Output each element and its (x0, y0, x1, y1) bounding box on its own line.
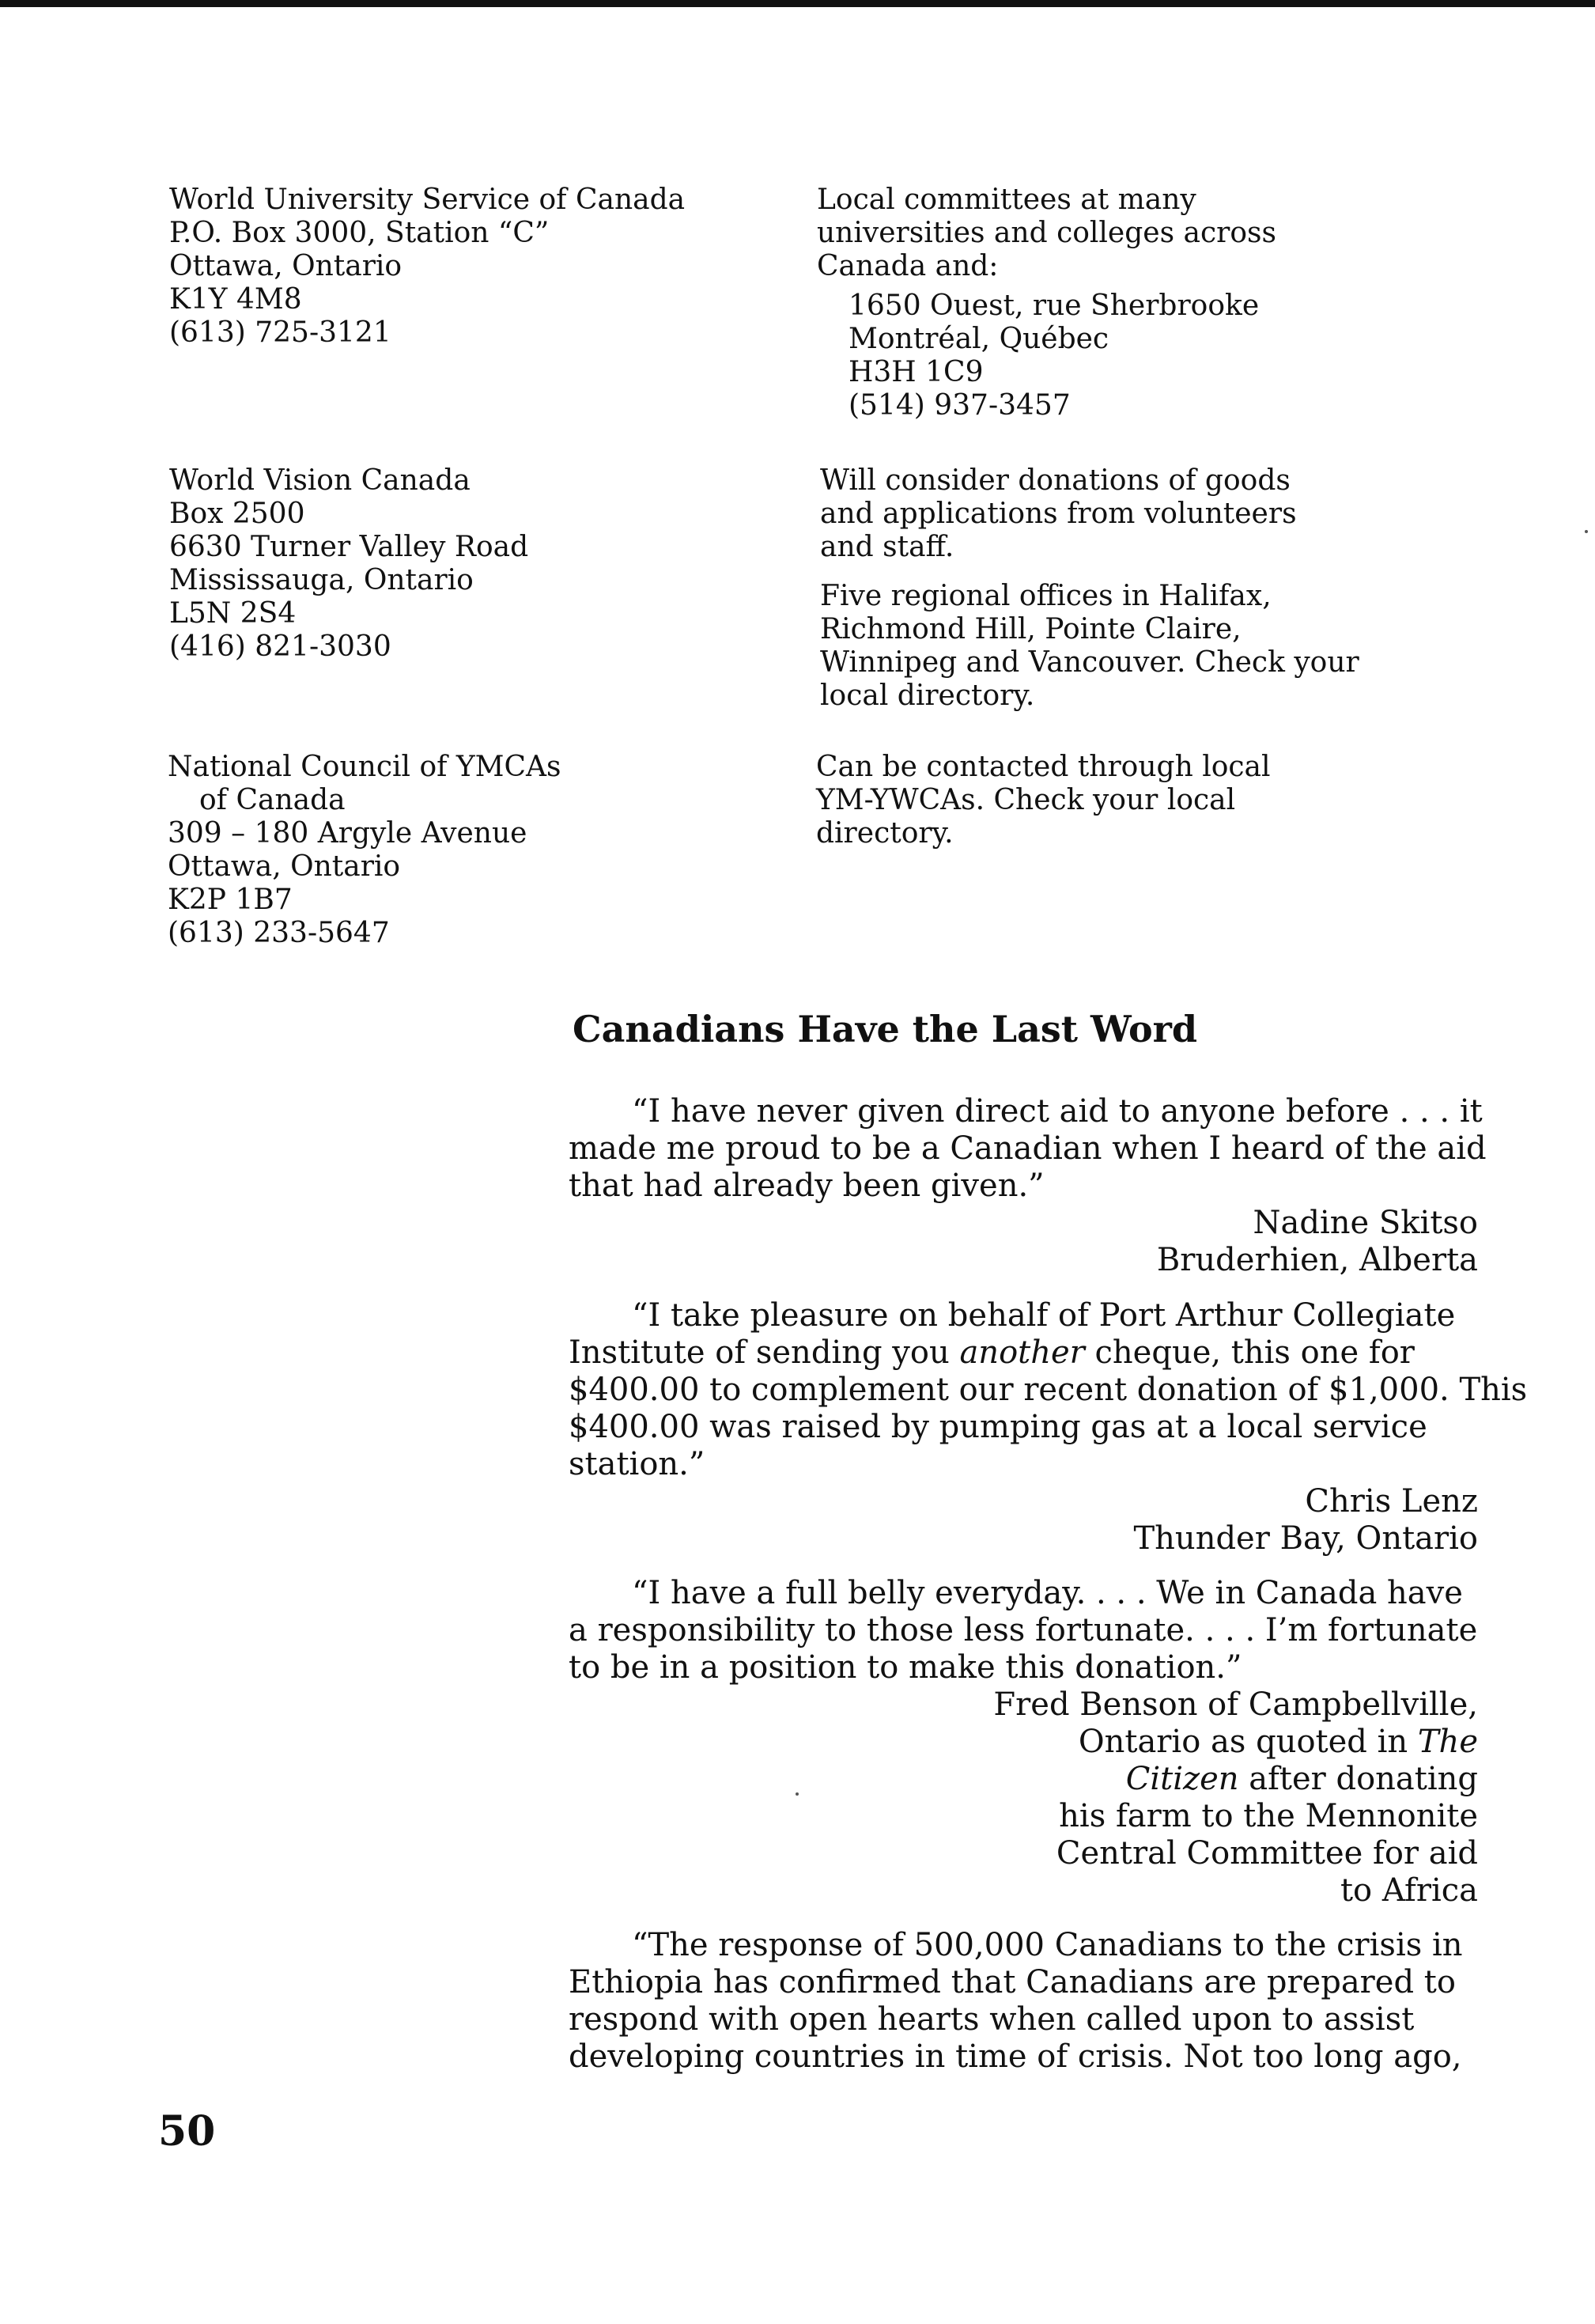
attribution-line (569, 1761, 1478, 1798)
address-line: L5N 2S4 (169, 597, 297, 630)
attribution-name: Nadine Skitso (1253, 1205, 1478, 1241)
attribution-text: after donating (1238, 1761, 1478, 1797)
office-line: Montréal, Québec (849, 323, 1109, 355)
attribution-text: Ontario as quoted in (1078, 1724, 1418, 1760)
wusc-montreal-office (817, 290, 1276, 422)
quote-line: that had already been given.” (569, 1168, 1045, 1204)
quote-line: $400.00 to complement our recent donation of $1,000. This (569, 1372, 1528, 1408)
attribution-emphasis: The (1417, 1724, 1478, 1760)
address-line: 6630 Turner Valley Road (169, 531, 529, 563)
address-line: (416) 821-3030 (169, 630, 391, 663)
quote-fred-benson (569, 1575, 1478, 1910)
quote-line: station.” (569, 1446, 705, 1482)
quote-line: $400.00 was raised by pumping gas at a local service (569, 1409, 1427, 1445)
address-line: World University Service of Canada (169, 184, 686, 216)
quote-line: “I take pleasure on behalf of Port Arthur Collegiate (632, 1297, 1456, 1334)
address-line: National Council of YMCAs (168, 751, 561, 783)
attribution-line: Central Committee for aid (1056, 1835, 1478, 1872)
quote-line: “I have a full belly everyday. . . . We in Canada have (632, 1575, 1463, 1611)
note-line: YM-YWCAs. Check your local (816, 784, 1236, 816)
address-line: K2P 1B7 (168, 884, 293, 916)
attribution-emphasis: Citizen (1125, 1761, 1239, 1797)
address-line: Ottawa, Ontario (169, 250, 403, 282)
address-line: Ottawa, Ontario (168, 850, 401, 883)
quote-line: “I have never given direct aid to anyone before . . . it (632, 1093, 1483, 1130)
address-line: P.O. Box 3000, Station “C” (169, 217, 550, 249)
note-line: Will consider donations of goods (820, 464, 1291, 497)
office-line: (514) 937-3457 (849, 389, 1071, 422)
page-number: 50 (158, 2107, 216, 2156)
wusc-notes (817, 184, 1276, 422)
quote-response (569, 1927, 1478, 2076)
note-line: Local committees at many (817, 184, 1196, 216)
address-line: 309 – 180 Argyle Avenue (168, 817, 527, 850)
section-heading: Canadians Have the Last Word (573, 1008, 1198, 1050)
quote-line: Ethiopia has confirmed that Canadians are prepared to (569, 1964, 1456, 2000)
quote-line: “The response of 500,000 Canadians to the crisis in (632, 1927, 1463, 1963)
note-line: and applications from volunteers (820, 498, 1297, 530)
world-vision-notes (820, 464, 1359, 713)
scan-speck (796, 1792, 799, 1796)
quote-text: Institute of sending you (569, 1334, 960, 1371)
address-line: Mississauga, Ontario (169, 564, 474, 596)
ymca-address (168, 751, 561, 950)
note-line: and staff. (820, 531, 954, 563)
attribution-line (569, 1724, 1478, 1761)
attribution-place: Bruderhien, Alberta (1156, 1242, 1478, 1278)
address-line: of Canada (199, 784, 346, 816)
address-line: (613) 725-3121 (169, 316, 391, 349)
note-line: Five regional offices in Halifax, (820, 580, 1272, 612)
quote-line: made me proud to be a Canadian when I heard of the aid (569, 1130, 1487, 1167)
ymca-notes (816, 751, 1271, 850)
world-vision-regional-note (820, 580, 1359, 713)
address-line: Box 2500 (169, 498, 305, 530)
quote-text: cheque, this one for (1084, 1334, 1415, 1371)
quote-line: to be in a position to make this donation.” (569, 1649, 1242, 1686)
note-line: Can be contacted through local (816, 751, 1271, 783)
address-line: World Vision Canada (169, 464, 471, 497)
quote-line (569, 1334, 1478, 1372)
note-line: Richmond Hill, Pointe Claire, (820, 613, 1242, 645)
quote-nadine-skitso (569, 1093, 1487, 1279)
top-rule (0, 0, 1595, 7)
quote-line: respond with open hearts when called upon to assist (569, 2001, 1415, 2038)
note-line: local directory. (820, 679, 1035, 712)
office-line: H3H 1C9 (849, 356, 984, 388)
attribution-line: to Africa (1340, 1872, 1478, 1909)
office-line: 1650 Ouest, rue Sherbrooke (849, 290, 1260, 322)
note-line: Canada and: (817, 250, 999, 282)
note-line: universities and colleges across (817, 217, 1276, 249)
attribution-line: Fred Benson of Campbellville, (993, 1686, 1478, 1723)
address-line: K1Y 4M8 (169, 283, 302, 316)
quote-line: a responsibility to those less fortunate. . . . I’m fortunate (569, 1612, 1478, 1648)
note-line: Winnipeg and Vancouver. Check your (820, 646, 1359, 679)
scan-speck (1585, 530, 1588, 533)
attribution-name: Chris Lenz (1305, 1483, 1478, 1520)
address-line: (613) 233-5647 (168, 917, 390, 949)
note-line: directory. (816, 817, 954, 850)
wusc-address (169, 184, 685, 350)
quote-line: developing countries in time of crisis. Not too long ago, (569, 2038, 1462, 2075)
attribution-place: Thunder Bay, Ontario (1133, 1520, 1478, 1557)
quote-emphasis: another (959, 1334, 1085, 1371)
attribution-line: his farm to the Mennonite (1059, 1798, 1478, 1834)
quote-chris-lenz (569, 1297, 1528, 1558)
world-vision-address (169, 464, 528, 664)
